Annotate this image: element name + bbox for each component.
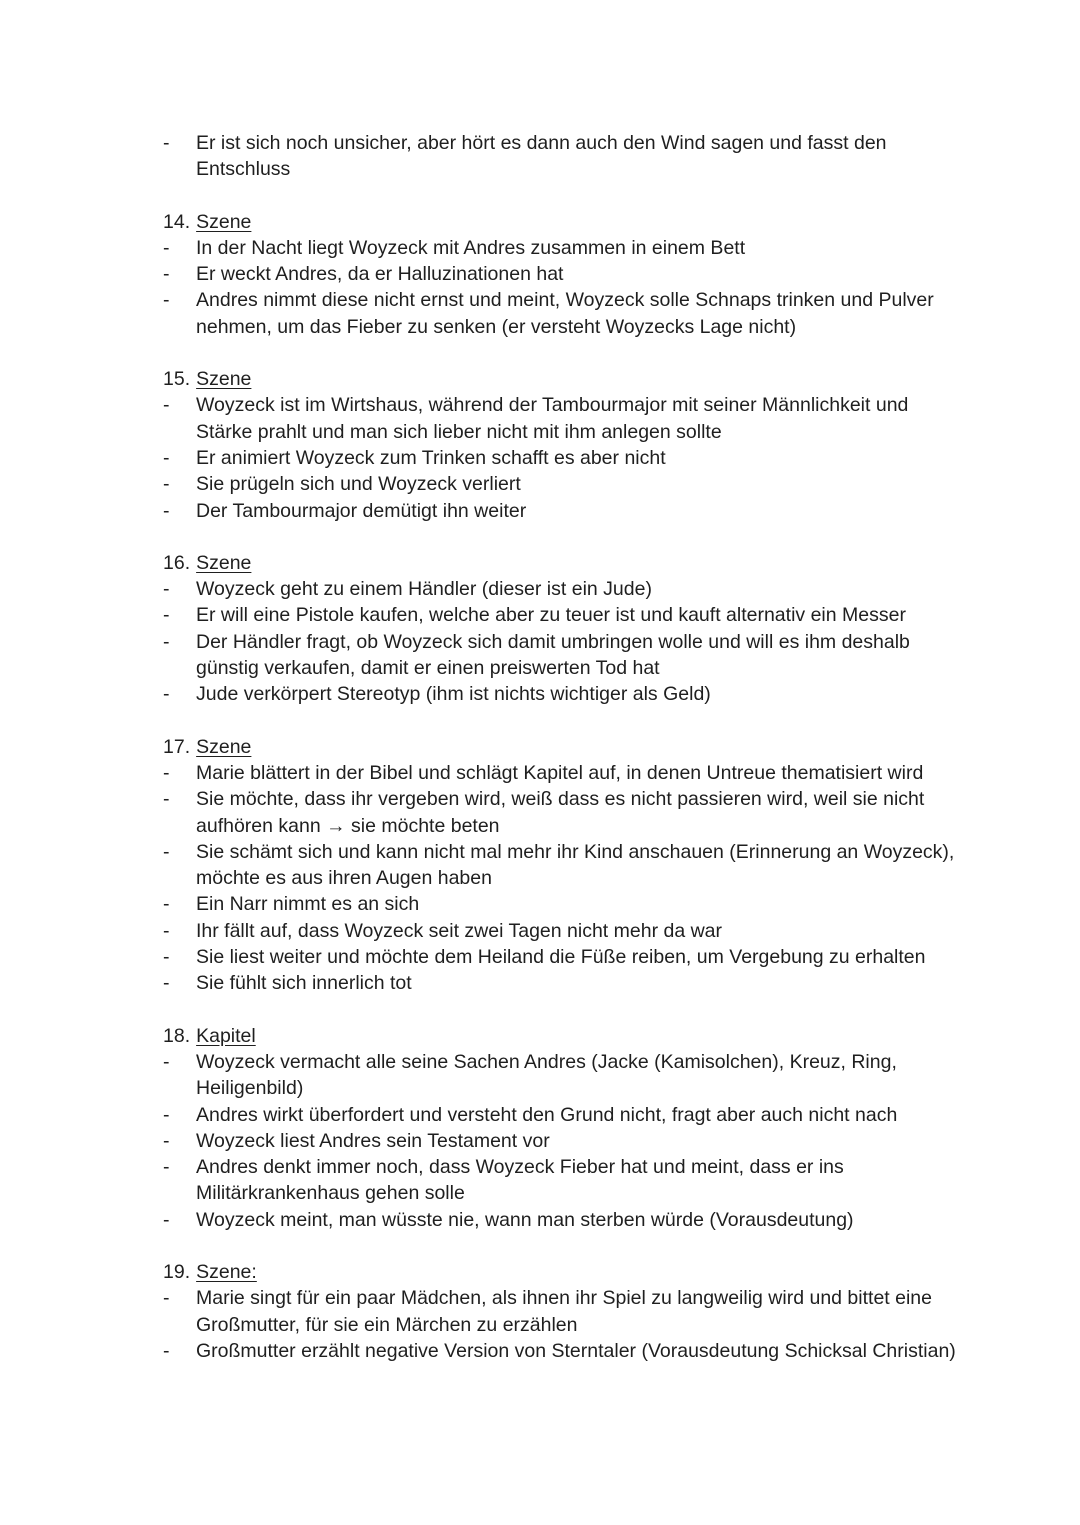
bullet-item: - Woyzeck meint, man wüsste nie, wann man sterben würde (Vorausdeutung) [0, 1207, 1080, 1233]
bullet-item: - Er animiert Woyzeck zum Trinken schafft es aber nicht [0, 445, 1080, 471]
bullet-item: - Der Tambourmajor demütigt ihn weiter [0, 498, 1080, 524]
bullet-item: - Großmutter erzählt negative Version von Sterntaler (Vorausdeutung Schicksal Christian) [0, 1338, 1080, 1364]
section-heading [0, 209, 1080, 235]
intro-section [0, 130, 1080, 183]
scene-14-section [0, 209, 1080, 340]
bullet-item: - In der Nacht liegt Woyzeck mit Andres zusammen in einem Bett [0, 235, 1080, 261]
bullet-item: - Er will eine Pistole kaufen, welche aber zu teuer ist und kauft alternativ ein Messer [0, 602, 1080, 628]
bullet-item: - Sie prügeln sich und Woyzeck verliert [0, 471, 1080, 497]
bullet-item: - Er ist sich noch unsicher, aber hört es dann auch den Wind sagen und fasst den Entschluss [0, 130, 1080, 183]
bullet-item: - Jude verkörpert Stereotyp (ihm ist nichts wichtiger als Geld) [0, 681, 1080, 707]
bullet-item: - Andres denkt immer noch, dass Woyzeck Fieber hat und meint, dass er ins Militärkrankenhaus gehen solle [0, 1154, 1080, 1207]
section-title: Szene [196, 551, 252, 574]
bullet-list [0, 235, 1080, 340]
bullet-list [0, 1049, 1080, 1233]
bullet-item: - Sie schämt sich und kann nicht mal mehr ihr Kind anschauen (Erinnerung an Woyzeck), möchte es aus ihren Augen haben [0, 839, 1080, 892]
bullet-item: - Sie fühlt sich innerlich tot [0, 970, 1080, 996]
bullet-item: - Woyzeck liest Andres sein Testament vor [0, 1128, 1080, 1154]
scene-19-section [0, 1259, 1080, 1364]
section-heading [0, 366, 1080, 392]
scene-15-section [0, 366, 1080, 524]
section-number: 19. [163, 1260, 191, 1283]
section-heading [0, 734, 1080, 760]
scene-17-section [0, 734, 1080, 997]
document-page [0, 130, 1080, 1390]
bullet-item: - Marie blättert in der Bibel und schlägt Kapitel auf, in denen Untreue thematisiert wird [0, 760, 1080, 786]
section-heading [0, 1259, 1080, 1285]
bullet-item: - Sie möchte, dass ihr vergeben wird, weiß dass es nicht passieren wird, weil sie nicht aufhören kann → sie möchte beten [0, 786, 1080, 839]
section-title: Szene [196, 210, 252, 233]
chapter-18-section [0, 1023, 1080, 1233]
bullet-item: - Sie liest weiter und möchte dem Heiland die Füße reiben, um Vergebung zu erhalten [0, 944, 1080, 970]
bullet-list [0, 1285, 1080, 1364]
bullet-item: - Ihr fällt auf, dass Woyzeck seit zwei Tagen nicht mehr da war [0, 918, 1080, 944]
section-number: 14. [163, 210, 191, 233]
section-heading [0, 550, 1080, 576]
section-number: 16. [163, 551, 191, 574]
bullet-item: - Ein Narr nimmt es an sich [0, 891, 1080, 917]
bullet-item: - Andres nimmt diese nicht ernst und meint, Woyzeck solle Schnaps trinken und Pulver nehmen, um das Fieber zu senken (er versteht Woyzecks Lage nicht) [0, 287, 1080, 340]
bullet-item: - Woyzeck ist im Wirtshaus, während der Tambourmajor mit seiner Männlichkeit und Stärke prahlt und man sich lieber nicht mit ihm anlegen sollte [0, 392, 1080, 445]
bullet-list [0, 130, 1080, 183]
section-heading [0, 1023, 1080, 1049]
bullet-item: - Woyzeck geht zu einem Händler (dieser ist ein Jude) [0, 576, 1080, 602]
bullet-item: - Der Händler fragt, ob Woyzeck sich damit umbringen wolle und will es ihm deshalb günstig verkaufen, damit er einen preiswerten Tod hat [0, 629, 1080, 682]
section-number: 18. [163, 1024, 191, 1047]
section-title: Szene [196, 368, 252, 391]
section-title: Szene [196, 735, 252, 758]
section-title: Szene: [196, 1260, 257, 1283]
section-number: 15. [163, 368, 191, 391]
bullet-list [0, 760, 1080, 997]
bullet-item: - Marie singt für ein paar Mädchen, als ihnen ihr Spiel zu langweilig wird und bittet eine Großmutter, für sie ein Märchen zu erzählen [0, 1285, 1080, 1338]
bullet-list [0, 392, 1080, 523]
bullet-item: - Andres wirkt überfordert und versteht den Grund nicht, fragt aber auch nicht nach [0, 1102, 1080, 1128]
bullet-item: - Er weckt Andres, da er Halluzinationen hat [0, 261, 1080, 287]
bullet-item: - Woyzeck vermacht alle seine Sachen Andres (Jacke (Kamisolchen), Kreuz, Ring, Heiligenbild) [0, 1049, 1080, 1102]
section-number: 17. [163, 735, 191, 758]
scene-16-section [0, 550, 1080, 708]
bullet-list [0, 576, 1080, 707]
section-title: Kapitel [196, 1024, 256, 1047]
